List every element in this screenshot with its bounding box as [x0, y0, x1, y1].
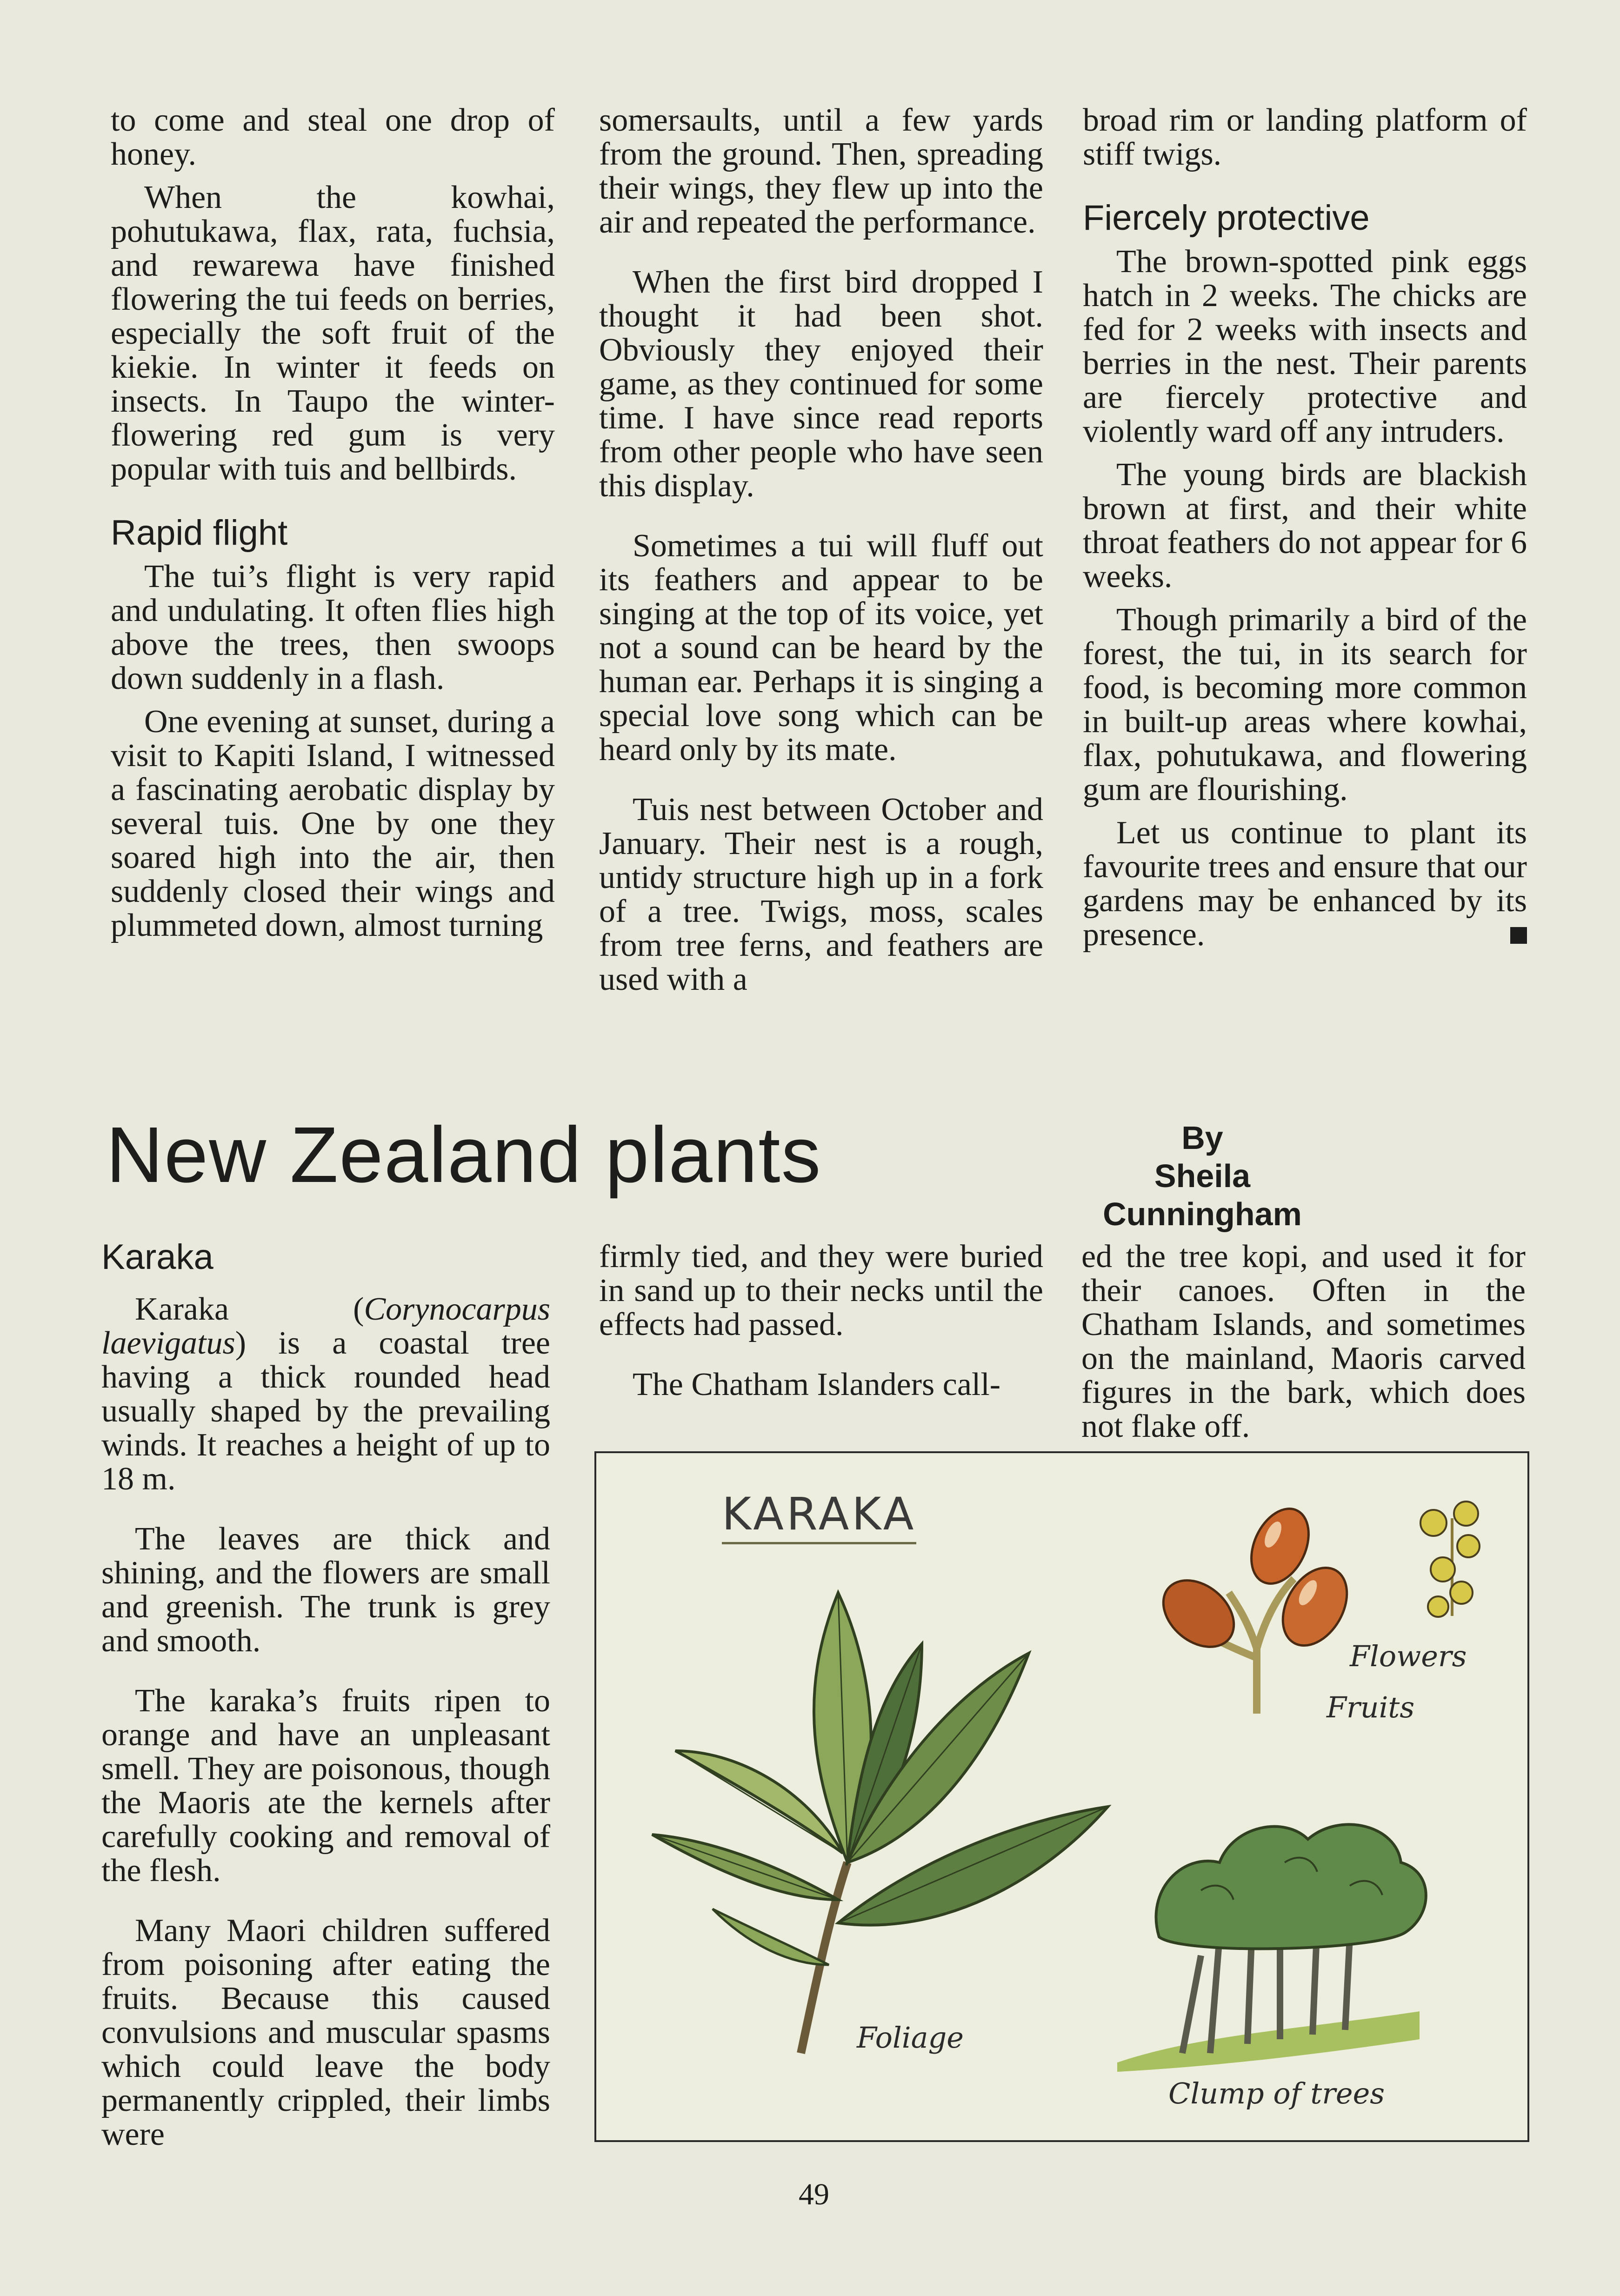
scientific-name: Corynocarpus laevigatus	[101, 1291, 550, 1361]
paragraph	[1083, 816, 1527, 952]
fruits-drawing	[1150, 1500, 1360, 1714]
tui-column-2	[599, 103, 1043, 1006]
foliage-label: Foliage	[857, 2021, 964, 2055]
tui-column-1	[111, 103, 555, 952]
karaka-column-2	[599, 1240, 1043, 1411]
paragraph: When the kowhai, pohutukawa, flax, rata, fuchsia, and rewarewa have finished flowering the tui feeds on berries, especially the soft fruit of the kiekie. In winter it feeds on insects. In Taupo the winter-flowering red gum is very popular with tuis and bellbirds.	[111, 180, 555, 487]
paragraph: The tui’s flight is very rapid and undulating. It often flies high above the trees, then swoops down suddenly in a flash.	[111, 559, 555, 696]
byline-author: Sheila Cunningham	[1103, 1158, 1302, 1232]
paragraph: Sometimes a tui will fluff out its feathers and appear to be singing at the top of its voice, yet not a sound can be heard by the human ear. Perhaps it is singing a special love song which can be heard only by its mate.	[599, 528, 1043, 768]
byline-by: By	[1181, 1120, 1223, 1156]
fruits-label: Fruits	[1327, 1690, 1415, 1724]
paragraph: The leaves are thick and shining, and the flowers are small and greenish. The trunk is grey and smooth.	[101, 1521, 550, 1659]
paragraph: Many Maori children suffered from poisoning after eating the fruits. Because this caused convulsions and muscular spasms which could leave the body permanently crippled, their limbs were	[101, 1913, 550, 2152]
paragraph: ed the tree kopi, and used it for their canoes. Often in the Chatham Islands, and sometimes on the mainland, Maoris carved figures in the bark, which does not flake off.	[1081, 1239, 1526, 1444]
byline	[1086, 1119, 1319, 1233]
paragraph: When the first bird dropped I thought it had been shot. Obviously they enjoyed their game, as they continued for some time. I have since read reports from other people who have seen this display.	[599, 264, 1043, 504]
clump-of-trees-label: Clump of trees	[1168, 2076, 1385, 2110]
paragraph: to come and steal one drop of honey.	[111, 102, 555, 172]
paragraph: somersaults, until a few yards from the ground. Then, spreading their wings, they flew up into the air and repeated the performance.	[599, 102, 1043, 240]
illustration-title: KARAKA	[722, 1488, 916, 1544]
article-headline: New Zealand plants	[106, 1111, 822, 1199]
illustration-drawing	[596, 1453, 1527, 2140]
paragraph	[101, 1292, 550, 1496]
karaka-illustration	[594, 1451, 1529, 2142]
clump-of-trees-drawing	[1117, 1824, 1426, 2072]
paragraph: Though primarily a bird of the forest, the tui, in its search for food, is becoming more common in built-up areas where kowhai, flax, pohutukawa, and flowering gum are flourishing.	[1083, 602, 1527, 808]
paragraph: The young birds are blackish brown at first, and their white throat feathers do not appear for 6 weeks.	[1083, 457, 1527, 594]
paragraph: The karaka’s fruits ripen to orange and have an unpleasant smell. They are poisonous, though the Maoris ate the kernels after carefully cooking and removal of the flesh.	[101, 1683, 550, 1889]
flowers-label: Flowers	[1350, 1639, 1467, 1673]
section-heading-rapid-flight: Rapid flight	[111, 513, 288, 553]
paragraph: Tuis nest between October and January. Their nest is a rough, untidy structure high up in a fork of a tree. Twigs, moss, scales from tree ferns, and feathers are used with a	[599, 792, 1043, 997]
karaka-column-3	[1081, 1240, 1526, 1453]
paragraph-text: Let us continue to plant its favourite trees and ensure that our gardens may be enhanced by its presence.	[1083, 815, 1527, 953]
karaka-column-1	[101, 1236, 550, 2161]
page-number: 49	[799, 2177, 829, 2211]
paragraph: One evening at sunset, during a visit to Kapiti Island, I witnessed a fascinating aerobatic display by several tuis. One by one they soared high into the air, then suddenly closed their wings and plummeted down, almost turning	[111, 704, 555, 943]
paragraph: The Chatham Islanders call-	[633, 1367, 1001, 1402]
section-heading-fiercely-protective: Fiercely protective	[1083, 198, 1370, 238]
intro-text: ) is a coastal tree having a thick rounded head usually shaped by the prevailing winds. It reaches a height of up to 18 m.	[101, 1325, 550, 1497]
section-heading-karaka: Karaka	[101, 1237, 213, 1277]
tui-column-3	[1083, 103, 1527, 961]
foliage-drawing	[652, 1593, 1108, 2053]
paragraph: firmly tied, and they were buried in sand up to their necks until the effects had passed.	[599, 1239, 1043, 1342]
paragraph: The brown-spotted pink eggs hatch in 2 weeks. The chicks are fed for 2 weeks with insects and berries in the nest. Their parents are fiercely protective and violently ward off any intruders.	[1083, 244, 1527, 449]
paragraph: broad rim or landing platform of stiff twigs.	[1083, 102, 1527, 172]
end-of-article-mark	[1510, 927, 1527, 944]
intro-text: Karaka (	[135, 1291, 364, 1327]
flowers-drawing	[1420, 1502, 1480, 1617]
